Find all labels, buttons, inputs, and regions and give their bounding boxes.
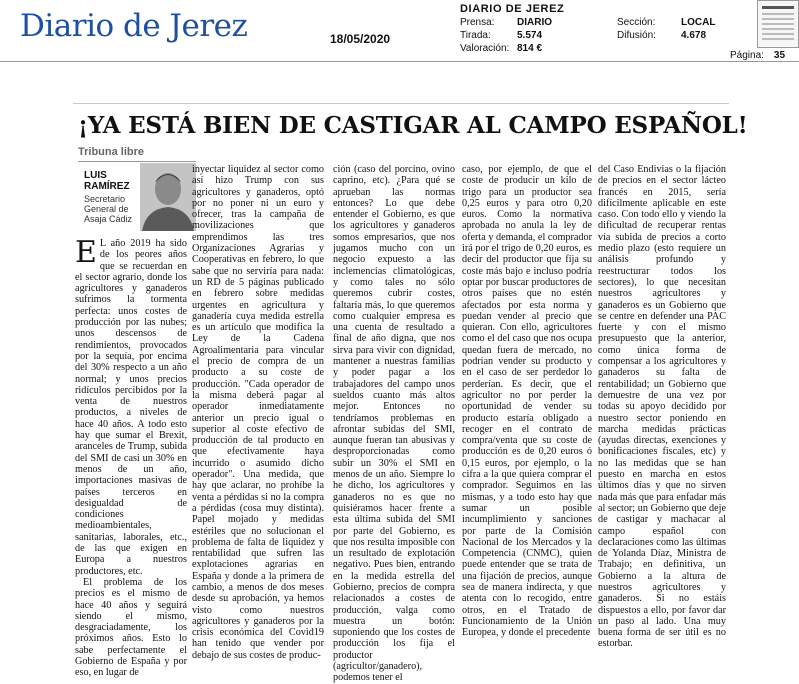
section-rule [78, 161, 196, 162]
article-column-2 [192, 164, 324, 661]
page-thumbnail [757, 0, 799, 48]
paragraph-text: L año 2019 ha sido de los peores años que se recuerdan en el sector agrario, donde los agricultores y ganaderos sufrimos la tormenta perfecta: unos costes de producción por las nubes; unos descensos de rendimientos, provocados por la sequía, por encima del 30% respecto a un año normal; y unos precios ridículos percibidos por la venta de nuestros productos, a niveles de hace 40 años. A todo esto hay que sumar el Brexit, aranceles de Trump, subida del SMI de casi un 30% en menos de un año, importaciones masivas de países terceros en desigualdad de condiciones medioambientales, sanitarias, laborales, etc., de las que exigen en Europa a nuestros productores, etc. [75, 238, 187, 577]
meta-row-tirada [460, 29, 715, 42]
article-column-5 [598, 164, 726, 650]
article-paragraph: caso, por ejemplo, de que el coste de producir un kilo de trigo para un productor sea 0,25 euros y para otro 0,20 euros. Como la normativa aprobada no anula la ley de oferta y demanda, el comprador irá por el trigo de 0,20 euros, es decir del productor que fija su coste más bajo e incluso podría optar por buscar productores de otros países que no estén afectados por esta norma y puedan vender al precio que quieran. Con ello, agricultores como el del caso que nos ocupa quedan fuera de mercado, no podrían vender su producto y en el caso de ser perdedor lo perderían. Es decir, que el agricultor no por perder la oportunidad de vender su producto estaría obligado a recoger en el contrato de compra/venta que su coste de producción es de 0,20 euros ó 0,15 euros, por ejemplo, o la cifra a la que quiera comprar el comprador. Seguimos en las mismas, y a todo esto hay que sumar un posible incumplimiento y sanciones por parte de la Comisión Nacional de los Mercados y la Competencia (CNMC), quien puede entender que se trata de una fijación de precios, aunque sea de manera indirecta, y que atenta con lo recogido, entre otros, en el Tratado de Funcionamiento de la Unión Europea, y donde el precedente [462, 164, 592, 639]
seccion-label: Sección: [617, 17, 656, 28]
meta-row-prensa [460, 16, 715, 29]
pagina-label: Página: [730, 50, 764, 61]
article-paragraph: del Caso Endivias o la fijación de precios en el sector lácteo francés en 2015, sería difícilmente aplicable en este caso. Con todo ello y viendo la dificultad de recuperar rentas vía subida de precios a corto medio plazo (esto requiere un análisis profundo y reestructurar todos los sectores), lo que necesitan nuestros agricultores y ganaderos es un Gobierno que se centre en defender una PAC fuerte y con el mismo presupuesto que la anterior, como única forma de compensar a los agricultores y ganaderos su falta de rentabilidad; un Gobierno que demuestre de una vez por todas su apoyo decidido por nuestro sector poniendo en marcha medidas prácticas (ayudas directas, exenciones y bonificaciones fiscales, etc) y no las medidas que se han puesto en marcha en estos últimos días y que no sirven nada más que para enfadar más al sector; un Gobierno que deje de castigar y machacar al campo español con declaraciones como las últimas de Yolanda Díaz, Ministra de Trabajo; en definitiva, un Gobierno a la altura de nuestros agricultores y ganaderos. Si no estáis dispuestos a ello, por favor dar un paso al lado. Una muy buena forma de ser útil es no estorbar. [598, 164, 726, 650]
prensa-label: Prensa: [460, 17, 495, 28]
valoracion-value: 814 € [517, 43, 543, 54]
article-column-4 [462, 164, 592, 638]
newspaper-logo: Diario de Jerez [20, 8, 248, 44]
article-headline: ¡YA ESTÁ BIEN DE CASTIGAR AL CAMPO ESPAÑOL! [78, 112, 748, 139]
difusion-label: Difusión: [617, 30, 656, 41]
prensa-value: DIARIO [517, 17, 552, 28]
meta-row-valoracion [460, 42, 715, 55]
tirada-label: Tirada: [460, 30, 491, 41]
valoracion-label: Valoración: [460, 43, 510, 54]
article-column-3 [333, 164, 455, 684]
clipping-metadata [460, 3, 715, 55]
author-photo [140, 163, 196, 231]
article-paragraph: ción (caso del porcino, ovino caprino, etc). ¿Para qué se aprueban las normas entonces? Lo que debe entender el Gobierno, es que los agricultores y ganaderos somos empresarios, que nos jugamos mucho con un negocio expuesto a las inclemencias climatológicas, y como tales no sólo queremos cubrir costes, faltaría más, lo que queremos como cualquier empresa es una cuenta de resultado a final de año digna, que nos sirva para vivir con dignidad, mantener a nuestras familias y poder pagar a los trabajadores del campo unos sueldos cuanto más altos mejor. Entonces no tendríamos problemas en afrontar subidas del SMI, aunque fueran tan abusivas y desproporcionadas como subir un 30% el SMI en menos de un año. Siempre lo he dicho, los agricultores y ganaderos no es que no quisiéramos hacer frente a esta última subida del SMI por parte del Gobierno, es que nos resulta imposible con un resultado de explotación negativo. Pues bien, entrando en la medida estrella del Gobierno, precios de compra relacionados a costes de producción, valga como muestra un botón: suponiendo que los costes de producción los fija el productor (agricultor/ganadero), podemos tener el [333, 164, 455, 684]
author-portrait-icon [140, 163, 196, 231]
drop-cap: E [75, 235, 97, 270]
header-divider [0, 61, 799, 62]
article-top-rule [73, 103, 729, 104]
difusion-value: 4.678 [681, 30, 707, 41]
section-label: Tribuna libre [78, 146, 145, 158]
page-number [730, 50, 785, 61]
article-column-1 [75, 235, 187, 679]
meta-title: DIARIO DE JEREZ [460, 3, 565, 15]
article-paragraph [75, 235, 187, 577]
pagina-value: 35 [773, 50, 786, 61]
seccion-value: LOCAL [681, 17, 716, 28]
author-role: Secretario General de Asaja Cádiz [84, 194, 133, 224]
tirada-value: 5.574 [517, 30, 543, 41]
author-name: LUIS RAMÍREZ [84, 170, 130, 192]
article-paragraph: El problema de los precios es el mismo de hace 40 años y seguirá siendo el mismo, desgraciadamente, los próximos años. Esto lo sabe perfectamente el Gobierno de España y por eso, en lugar de [75, 576, 187, 679]
article-paragraph: inyectar liquidez al sector como así hizo Trump con sus agricultores y ganaderos, optó por no poner ni un euro y ofrecer, tras la campaña de movilizaciones que emprendimos las tres Organizaciones Agrarias y Cooperativas en febrero, lo que sabe que no serviría para nada: un RD de 5 páginas publicado en febrero sobre medidas urgentes en agricultura y ganadería cuya medida estrella es un artículo que modifica la Ley de la Cadena Agroalimentaria para vincular el precio de compra de un producto a su coste de producción. "Cada operador de la misma deberá pagar al operador inmediatamente anterior un precio igual o superior al coste efectivo de producción de tal producto en que efectivamente haya incurrido o asumido dicho operador". Una medida, que hay que aclarar, no prohíbe la venta a pérdidas si no la compra a pérdidas (cosa muy distinta). Papel mojado y medidas estériles que no solucionan el problema de falta de liquidez y rentabilidad que sufren las explotaciones agrarias en España y donde a la primera de cambio, a menos de dos meses desde su aprobación, ya hemos visto como nuestros agricultores y ganaderos por la crisis económica del Covid19 han tenido que vender por debajo de sus costes de produc- [192, 164, 324, 661]
publication-date: 18/05/2020 [330, 32, 391, 46]
